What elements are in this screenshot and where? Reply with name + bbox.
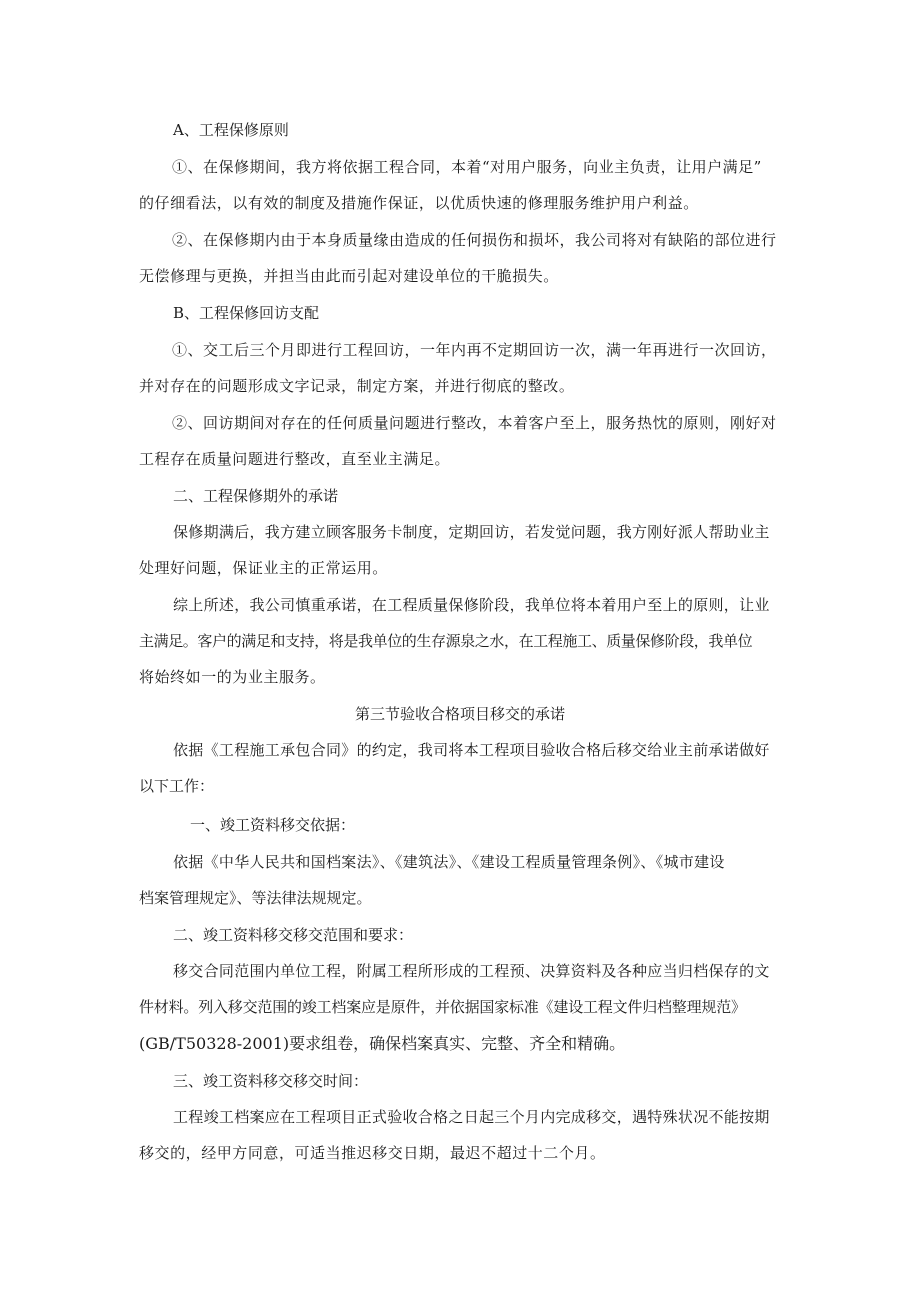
heading-a-maintenance-principle: A、工程保修原则 bbox=[173, 121, 289, 139]
section-title: 第三节验收合格项目移交的承诺 bbox=[354, 705, 565, 723]
paragraph-line: (GB/T50328-2001)要求组卷，确保档案真实、完整、齐全和精确。 bbox=[139, 1034, 626, 1053]
paragraph-line: 以下工作： bbox=[139, 777, 215, 795]
paragraph-line: 综上所述，我公司慎重承诺，在工程质量保修阶段，我单位将本着用户至上的原则，让业 bbox=[173, 596, 770, 614]
paragraph-line: 移交的，经甲方同意，可适当推迟移交日期，最迟不超过十二个月。 bbox=[139, 1144, 606, 1162]
paragraph-line: 依据《中华人民共和国档案法》、《建筑法》、《建设工程质量管理条例》、《城市建设 bbox=[173, 853, 725, 871]
paragraph-line: 将始终如一的为业主服务。 bbox=[139, 668, 326, 686]
paragraph-line: 工程存在质量问题进行整改，直至业主满足。 bbox=[139, 450, 451, 468]
subheading-basis: 一、竣工资料移交依据： bbox=[190, 816, 356, 834]
paragraph-line: ①、交工后三个月即进行工程回访，一年内再不定期回访一次，满一年再进行一次回访， bbox=[172, 341, 777, 359]
subheading-scope: 二、竣工资料移交移交范围和要求： bbox=[173, 926, 414, 944]
paragraph-line: 件材料。列入移交范围的竣工档案应是原件，并依据国家标准《建设工程文件归档整理规范》 bbox=[139, 998, 746, 1016]
paragraph-line: 档案管理规定》、等法律法规规定。 bbox=[139, 889, 372, 907]
paragraph-line: 保修期满后，我方建立顾客服务卡制度，定期回访，若发觉问题，我方刚好派人帮助业主 bbox=[173, 523, 770, 541]
heading-b-revisit-plan: B、工程保修回访支配 bbox=[173, 304, 320, 322]
paragraph-line: 主满足。客户的满足和支持，将是我单位的生存源泉之水，在工程施工、质量保修阶段，我单位 bbox=[139, 632, 753, 650]
heading-section-two: 二、工程保修期外的承诺 bbox=[173, 487, 339, 505]
paragraph-line: ①、在保修期间，我方将依据工程合同，本着“对用户服务，向业主负责，让用户满足” bbox=[172, 158, 762, 176]
paragraph-line: 工程竣工档案应在工程项目正式验收合格之日起三个月内完成移交，遇特殊状况不能按期 bbox=[173, 1108, 770, 1126]
paragraph-line: 的仔细看法，以有效的制度及措施作保证，以优质快速的修理服务维护用户利益。 bbox=[139, 194, 699, 212]
paragraph-line: ②、在保修期内由于本身质量缘由造成的任何损伤和损坏，我公司将对有缺陷的部位进行 bbox=[172, 231, 777, 249]
subheading-time: 三、竣工资料移交移交时间： bbox=[173, 1072, 369, 1090]
paragraph-line: 无偿修理与更换，并担当由此而引起对建设单位的干脆损失。 bbox=[139, 267, 559, 285]
paragraph-line: 移交合同范围内单位工程，附属工程所形成的工程预、决算资料及各种应当归档保存的文 bbox=[173, 962, 770, 980]
paragraph-line: 处理好问题，保证业主的正常运用。 bbox=[139, 559, 388, 577]
paragraph-line: 依据《工程施工承包合同》的约定，我司将本工程项目验收合格后移交给业主前承诺做好 bbox=[173, 741, 770, 759]
paragraph-line: ②、回访期间对存在的任何质量问题进行整改，本着客户至上，服务热忱的原则，刚好对 bbox=[172, 414, 777, 432]
paragraph-line: 并对存在的问题形成文字记录，制定方案，并进行彻底的整改。 bbox=[139, 377, 575, 395]
